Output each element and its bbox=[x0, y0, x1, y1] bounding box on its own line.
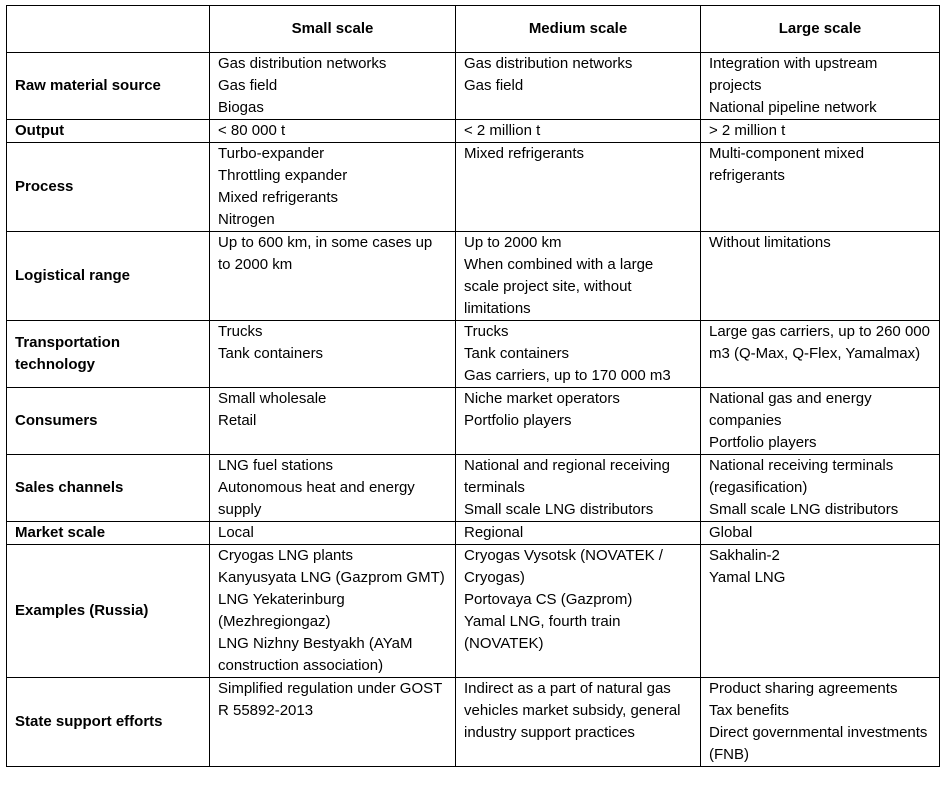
cell-line: Autonomous heat and energy supply bbox=[218, 479, 415, 518]
cell-line: Tank containers bbox=[464, 345, 570, 362]
table-row bbox=[7, 120, 940, 143]
cell-line: Mixed refrigerants bbox=[464, 145, 585, 162]
cell-large-scale bbox=[701, 120, 940, 143]
cell-medium-scale bbox=[456, 678, 701, 767]
cell-line: National receiving terminals (regasification) bbox=[709, 457, 894, 496]
header-row bbox=[7, 6, 940, 53]
cell-line: Cryogas Vysotsk (NOVATEK / Cryogas) bbox=[464, 547, 663, 586]
cell-line: Indirect as a part of natural gas vehicles market subsidy, general industry support practices bbox=[464, 680, 681, 741]
cell-line: Small wholesale bbox=[218, 390, 327, 407]
cell-large-scale bbox=[701, 143, 940, 232]
cell-line: Up to 2000 km bbox=[464, 234, 562, 251]
cell-line: Gas distribution networks bbox=[464, 55, 633, 72]
cell-large-scale bbox=[701, 545, 940, 678]
cell-line: Gas distribution networks bbox=[218, 55, 387, 72]
row-label: Raw material source bbox=[7, 53, 210, 120]
cell-line: Simplified regulation under GOST R 55892-2013 bbox=[218, 680, 443, 719]
cell-line: Sakhalin-2 bbox=[709, 547, 780, 564]
row-label: Examples (Russia) bbox=[7, 545, 210, 678]
row-label: Logistical range bbox=[7, 232, 210, 321]
cell-line: Portfolio players bbox=[464, 412, 572, 429]
table-row bbox=[7, 455, 940, 522]
row-label: State support efforts bbox=[7, 678, 210, 767]
row-label: Transportation technology bbox=[7, 321, 210, 388]
cell-line: Tax benefits bbox=[709, 702, 790, 719]
row-label: Consumers bbox=[7, 388, 210, 455]
cell-large-scale bbox=[701, 53, 940, 120]
cell-large-scale bbox=[701, 232, 940, 321]
cell-line: Local bbox=[218, 524, 254, 541]
cell-line: Product sharing agreements bbox=[709, 680, 898, 697]
cell-line: Throttling expander bbox=[218, 167, 348, 184]
cell-line: Gas field bbox=[218, 77, 278, 94]
cell-line: Cryogas LNG plants bbox=[218, 547, 354, 564]
cell-line: When combined with a large scale project site, without limitations bbox=[464, 256, 654, 317]
cell-line: Tank containers bbox=[218, 345, 324, 362]
cell-small-scale bbox=[210, 388, 456, 455]
cell-small-scale bbox=[210, 522, 456, 545]
cell-line: Small scale LNG distributors bbox=[464, 501, 654, 518]
cell-line: Large gas carriers, up to 260 000 m3 (Q-Max, Q-Flex, Yamalmax) bbox=[709, 323, 930, 362]
row-label: Process bbox=[7, 143, 210, 232]
cell-line: Portovaya CS (Gazprom) bbox=[464, 591, 633, 608]
cell-medium-scale bbox=[456, 232, 701, 321]
cell-line: LNG Nizhny Bestyakh (AYaM construction association) bbox=[218, 635, 413, 674]
cell-medium-scale bbox=[456, 321, 701, 388]
cell-line: Direct governmental investments (FNB) bbox=[709, 724, 928, 763]
cell-small-scale bbox=[210, 545, 456, 678]
header-cell-empty bbox=[7, 6, 210, 53]
cell-line: Kanyusyata LNG (Gazprom GMT) bbox=[218, 569, 445, 586]
cell-small-scale bbox=[210, 232, 456, 321]
cell-line: < 2 million t bbox=[464, 122, 541, 139]
header-small-scale: Small scale bbox=[210, 6, 456, 53]
table-row bbox=[7, 388, 940, 455]
cell-line: > 2 million t bbox=[709, 122, 786, 139]
cell-line: Niche market operators bbox=[464, 390, 620, 407]
cell-large-scale bbox=[701, 321, 940, 388]
cell-large-scale bbox=[701, 522, 940, 545]
cell-medium-scale bbox=[456, 143, 701, 232]
cell-line: Retail bbox=[218, 412, 257, 429]
table-row bbox=[7, 522, 940, 545]
table-row bbox=[7, 53, 940, 120]
cell-line: Integration with upstream projects bbox=[709, 55, 878, 94]
cell-medium-scale bbox=[456, 545, 701, 678]
cell-small-scale bbox=[210, 455, 456, 522]
cell-medium-scale bbox=[456, 53, 701, 120]
header-large-scale: Large scale bbox=[701, 6, 940, 53]
cell-line: National and regional receiving terminals bbox=[464, 457, 670, 496]
table-row bbox=[7, 678, 940, 767]
cell-medium-scale bbox=[456, 388, 701, 455]
cell-line: Multi-component mixed refrigerants bbox=[709, 145, 865, 184]
cell-small-scale bbox=[210, 120, 456, 143]
cell-line: Portfolio players bbox=[709, 434, 817, 451]
cell-line: Yamal LNG, fourth train (NOVATEK) bbox=[464, 613, 621, 652]
cell-medium-scale bbox=[456, 522, 701, 545]
table-row bbox=[7, 321, 940, 388]
cell-medium-scale bbox=[456, 120, 701, 143]
row-label: Market scale bbox=[7, 522, 210, 545]
cell-line: LNG fuel stations bbox=[218, 457, 334, 474]
cell-line: Trucks bbox=[464, 323, 509, 340]
cell-line: National pipeline network bbox=[709, 99, 877, 116]
cell-large-scale bbox=[701, 678, 940, 767]
cell-small-scale bbox=[210, 53, 456, 120]
lng-comparison-table bbox=[6, 5, 940, 767]
table-row bbox=[7, 143, 940, 232]
cell-line: National gas and energy companies bbox=[709, 390, 872, 429]
cell-line: Biogas bbox=[218, 99, 264, 116]
cell-line: Nitrogen bbox=[218, 211, 275, 228]
cell-line: Turbo-expander bbox=[218, 145, 325, 162]
cell-line: Yamal LNG bbox=[709, 569, 786, 586]
cell-line: Global bbox=[709, 524, 753, 541]
cell-line: Trucks bbox=[218, 323, 263, 340]
row-label: Sales channels bbox=[7, 455, 210, 522]
cell-small-scale bbox=[210, 678, 456, 767]
cell-line: Mixed refrigerants bbox=[218, 189, 339, 206]
cell-line: Gas field bbox=[464, 77, 524, 94]
cell-line: LNG Yekaterinburg (Mezhregiongaz) bbox=[218, 591, 345, 630]
cell-line: Small scale LNG distributors bbox=[709, 501, 899, 518]
cell-large-scale bbox=[701, 388, 940, 455]
cell-small-scale bbox=[210, 321, 456, 388]
cell-medium-scale bbox=[456, 455, 701, 522]
cell-line: Gas carriers, up to 170 000 m3 bbox=[464, 367, 671, 384]
header-medium-scale: Medium scale bbox=[456, 6, 701, 53]
table-body bbox=[7, 53, 940, 767]
cell-line: < 80 000 t bbox=[218, 122, 286, 139]
table-row bbox=[7, 232, 940, 321]
cell-line: Regional bbox=[464, 524, 524, 541]
row-label: Output bbox=[7, 120, 210, 143]
cell-large-scale bbox=[701, 455, 940, 522]
cell-small-scale bbox=[210, 143, 456, 232]
cell-line: Up to 600 km, in some cases up to 2000 km bbox=[218, 234, 433, 273]
table-row bbox=[7, 545, 940, 678]
cell-line: Without limitations bbox=[709, 234, 831, 251]
